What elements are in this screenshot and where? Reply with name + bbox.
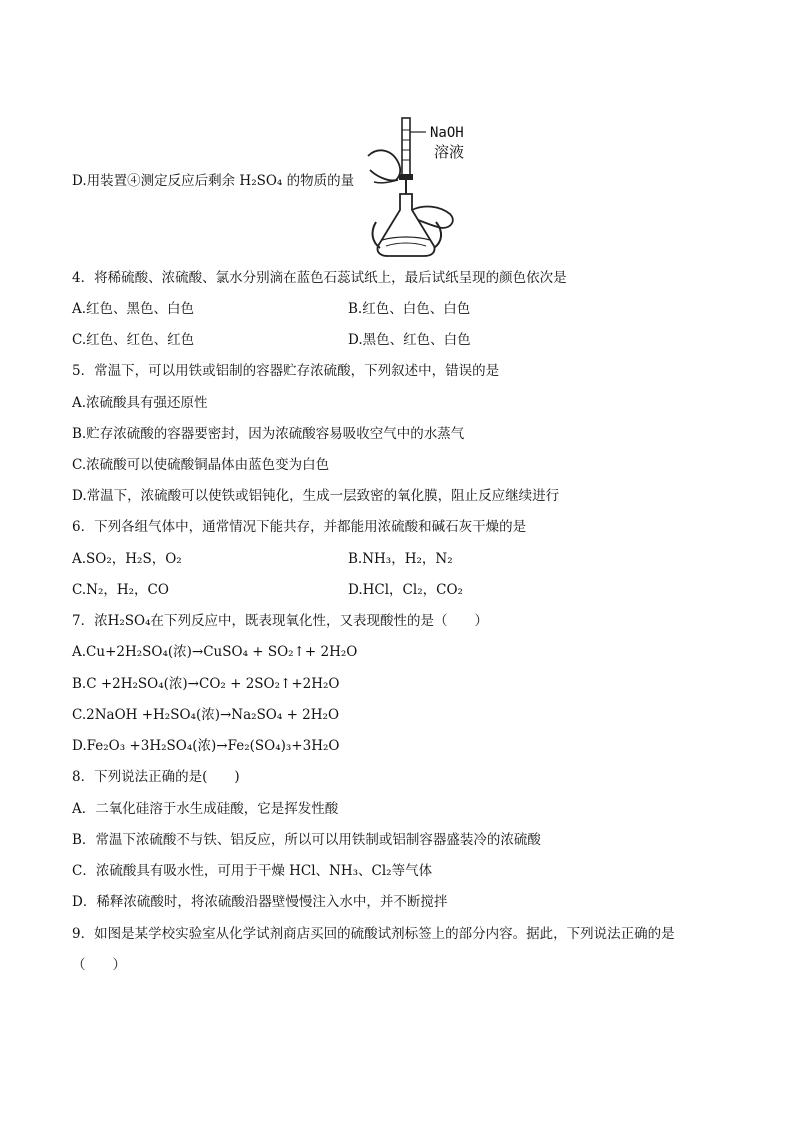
q7-option-d: D.Fe₂O₃ +3H₂SO₄(浓)→Fe₂(SO₄)₃+3H₂O — [72, 738, 340, 754]
q6-option-b: B.NH₃，H₂，N₂ — [348, 551, 453, 567]
q8-option-a: A．二氧化硅溶于水生成硅酸，它是挥发性酸 — [72, 801, 339, 817]
q5-option-d: D.常温下，浓硫酸可以使铁或铝钝化，生成一层致密的氧化膜，阻止反应继续进行 — [72, 488, 560, 504]
q6-option-c: C.N₂，H₂，CO — [72, 582, 169, 598]
q5-option-b: B.贮存浓硫酸的容器要密封，因为浓硫酸容易吸收空气中的水蒸气 — [72, 426, 465, 442]
q5-option-c: C.浓硫酸可以使硫酸铜晶体由蓝色变为白色 — [72, 457, 330, 473]
naoh-label: NaOH — [430, 125, 464, 141]
titration-apparatus-figure — [366, 110, 516, 260]
q8-option-b: B．常温下浓硫酸不与铁、铝反应，所以可以用铁制或铝制容器盛装冷的浓硫酸 — [72, 832, 541, 848]
q5-option-a: A.浓硫酸具有强还原性 — [72, 395, 208, 411]
q5-stem: 5．常温下，可以用铁或铝制的容器贮存浓硫酸，下列叙述中，错误的是 — [72, 363, 500, 379]
q6-option-a: A.SO₂，H₂S，O₂ — [72, 551, 182, 567]
q9-stem-continued: （ ） — [72, 957, 126, 973]
q4-option-d: D.黑色、红色、白色 — [348, 332, 471, 348]
q7-stem: 7．浓H₂SO₄在下列反应中，既表现氧化性，又表现酸性的是（ ） — [72, 613, 489, 629]
q4-option-b: B.红色、白色、白色 — [348, 301, 471, 317]
q7-option-b: B.C +2H₂SO₄(浓)→CO₂ + 2SO₂↑+2H₂O — [72, 676, 340, 692]
q9-stem: 9．如图是某学校实验室从化学试剂商店买回的硫酸试剂标签上的部分内容。据此，下列说法正确的是 — [72, 926, 675, 942]
conical-flask — [377, 194, 434, 256]
solution-label: 溶液 — [434, 143, 465, 161]
q8-option-d: D．稀释浓硫酸时，将浓硫酸沿器壁慢慢注入水中，并不断搅拌 — [72, 894, 448, 910]
q6-stem: 6．下列各组气体中，通常情况下能共存，并都能用浓硫酸和碱石灰干燥的是 — [72, 519, 527, 535]
q8-option-c: C．浓硫酸具有吸水性，可用于干燥 HCl、NH₃、Cl₂等气体 — [72, 863, 433, 879]
q4-option-a: A.红色、黑色、白色 — [72, 301, 195, 317]
q7-option-c: C.2NaOH +H₂SO₄(浓)→Na₂SO₄ + 2H₂O — [72, 707, 340, 723]
q4-stem: 4．将稀硫酸、浓硫酸、氯水分别滴在蓝色石蕊试纸上，最后试纸呈现的颜色依次是 — [72, 270, 567, 286]
stopcock — [399, 174, 413, 180]
q4-option-c: C.红色、红色、红色 — [72, 332, 195, 348]
left-hand — [368, 150, 400, 180]
burette — [402, 118, 410, 176]
q8-stem: 8．下列说法正确的是( ) — [72, 769, 240, 785]
q6-option-d: D.HCl，Cl₂，CO₂ — [348, 582, 463, 598]
q7-option-a: A.Cu+2H₂SO₄(浓)→CuSO₄ + SO₂↑+ 2H₂O — [72, 644, 358, 660]
q3-option-d: D.用装置④测定反应后剩余 H₂SO₄ 的物质的量 — [72, 173, 355, 189]
